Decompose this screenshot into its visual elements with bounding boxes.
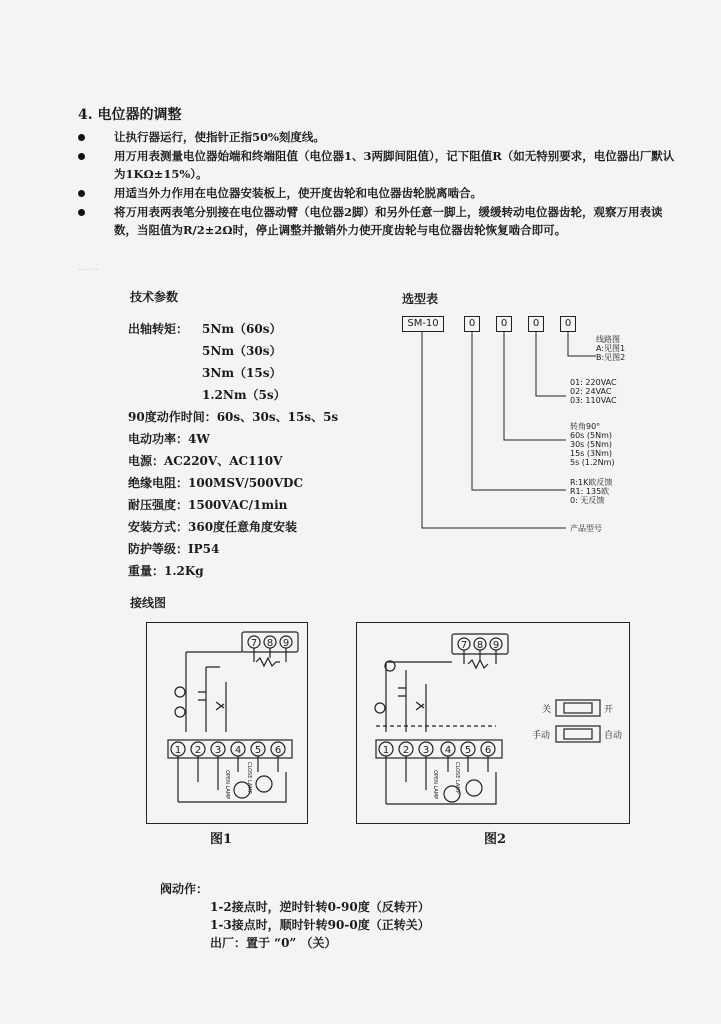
valve-action-line: 1-2接点时，逆时针转0-90度（反转开）: [210, 900, 430, 914]
valve-action-label: 阀动作：: [160, 882, 209, 896]
step-item: 将万用表两表笔分别接在电位器动臂（电位器2脚）和另外任意一脚上，缓缓转动电位器齿轮，观察万用表读数，当阻值为R/2±2Ω时，停止调整并撤销外力使开度齿轮与电位器齿轮恢复啮合即可。: [78, 203, 678, 239]
step-item: 用万用表测量电位器始端和终端阻值（电位器1、3两脚间阻值），记下阻值R（如无特别要求，电位器出厂默认为1KΩ±15%）。: [78, 147, 678, 183]
switch-close-label: 关: [542, 705, 552, 715]
svg-text:3: 3: [214, 745, 222, 756]
angle-option-group: 转角90° 60s (5Nm) 30s (5Nm) 15s (3Nm) 5s (1.2Nm): [570, 422, 615, 467]
feedback-option-group: R:1K欧反馈 R1: 135欧 0: 无反馈: [570, 478, 613, 505]
valve-action-line: 1-3接点时，顺时针转90-0度（正转关）: [210, 918, 430, 932]
svg-text:7: 7: [460, 640, 468, 651]
torque-value: 5Nm（60s）: [202, 322, 282, 336]
svg-text:2: 2: [402, 745, 410, 756]
svg-text:2: 2: [194, 745, 202, 756]
product-model-label: 产品型号: [570, 524, 602, 533]
svg-text:1: 1: [174, 745, 182, 756]
svg-text:5: 5: [464, 745, 472, 756]
spec-line: 安装方式：360度任意角度安装: [128, 520, 298, 534]
svg-text:9: 9: [492, 640, 500, 651]
svg-text:4: 4: [234, 745, 242, 756]
wiring-option-group: 线路图 A:见图1 B:见图2: [596, 335, 626, 362]
step-item: 让执行器运行，使指针正指50%刻度线。: [78, 128, 678, 146]
model-code-box: SM-10: [402, 316, 444, 332]
svg-text:OPEN LAMP: OPEN LAMP: [432, 770, 438, 800]
figure-2-schematic: [356, 622, 632, 826]
code-digit-box: 0: [464, 316, 480, 332]
figure-1-schematic: [146, 622, 310, 826]
switch-open-label: 开: [604, 705, 614, 715]
svg-text:6: 6: [484, 745, 492, 756]
svg-text:3: 3: [422, 745, 430, 756]
svg-text:1: 1: [382, 745, 390, 756]
wiring-title: 接线图: [130, 596, 167, 610]
valve-action-line: 出厂：置于 “0” （关）: [210, 936, 337, 950]
svg-text:CLOSE LAMP: CLOSE LAMP: [246, 762, 252, 794]
spec-line: 防护等级：IP54: [128, 542, 220, 556]
torque-value: 3Nm（15s）: [202, 366, 282, 380]
svg-text:CLOSE LAMP: CLOSE LAMP: [454, 762, 460, 794]
torque-value: 5Nm（30s）: [202, 344, 282, 358]
svg-text:7: 7: [250, 638, 258, 649]
switch-auto-label: 自动: [604, 731, 623, 741]
figure-1-caption: 图1: [210, 832, 233, 847]
spec-line: 90度动作时间：60s、30s、15s、5s: [128, 410, 339, 424]
spec-line: 重量：1.2Kg: [128, 564, 204, 578]
tech-params-title: 技术参数: [130, 290, 179, 304]
spec-line: 耐压强度：1500VAC/1min: [128, 498, 288, 512]
svg-text:8: 8: [476, 640, 484, 651]
spec-line: 电动功率：4W: [128, 432, 210, 446]
step-item: 用适当外力作用在电位器安装板上，使开度齿轮和电位器齿轮脱离啮合。: [78, 184, 678, 202]
svg-text:4: 4: [444, 745, 452, 756]
selection-title: 选型表: [402, 292, 439, 306]
code-digit-box: 0: [528, 316, 544, 332]
code-digit-box: 0: [560, 316, 576, 332]
svg-text:9: 9: [282, 638, 290, 649]
torque-value: 1.2Nm（5s）: [202, 388, 286, 402]
shaft-torque-label: 出轴转矩：: [128, 322, 189, 336]
figure-2-caption: 图2: [484, 832, 507, 847]
svg-text:OPEN LAMP: OPEN LAMP: [224, 770, 230, 800]
switch-manual-label: 手动: [532, 731, 551, 741]
code-digit-box: 0: [496, 316, 512, 332]
svg-text:8: 8: [266, 638, 274, 649]
svg-text:6: 6: [274, 745, 282, 756]
svg-text:5: 5: [254, 745, 262, 756]
section-title: 4. 电位器的调整: [78, 107, 182, 123]
spec-line: 绝缘电阻：100MSV/500VDC: [128, 476, 304, 490]
bleed-through-text: ……: [78, 262, 98, 273]
spec-line: 电源：AC220V、AC110V: [128, 454, 283, 468]
voltage-option-group: 01: 220VAC 02: 24VAC 03: 110VAC: [570, 378, 617, 405]
